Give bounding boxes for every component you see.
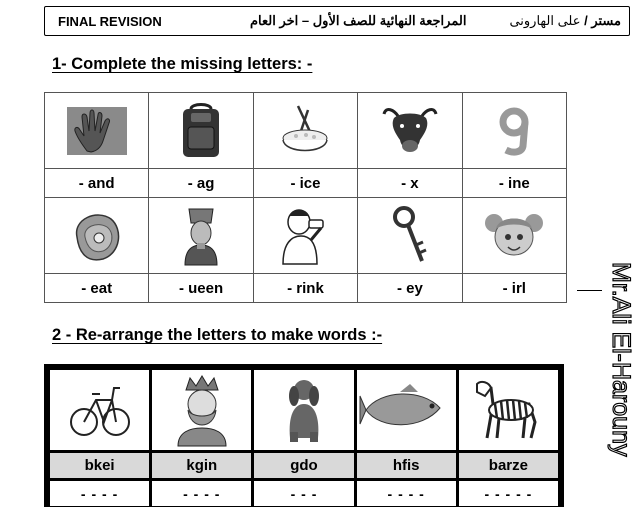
girl-cell (462, 198, 566, 274)
word-and: - and (45, 169, 149, 198)
dog-cell (254, 370, 353, 450)
ox-icon (380, 104, 440, 158)
rearrange-grid (44, 364, 564, 507)
answer-blank-king[interactable]: - - - - (152, 481, 251, 506)
answer-blank-zebra[interactable]: - - - - - (459, 481, 558, 506)
dog-icon (276, 376, 332, 444)
word-rink: - rink (253, 274, 357, 303)
scrambled-fish: hfis (357, 453, 456, 478)
word-irl: - irl (462, 274, 566, 303)
key-icon (390, 205, 430, 267)
bike-cell (50, 370, 149, 450)
scrambled-king: kgin (152, 453, 251, 478)
meat-icon (67, 207, 127, 265)
word-ueen: - ueen (149, 274, 253, 303)
answer-blank-bike[interactable]: - - - - (50, 481, 149, 506)
bag-cell (149, 93, 253, 169)
king-icon (172, 374, 232, 446)
rice-cell (253, 93, 357, 169)
watermark: Mr.Ali El-Harouny (607, 262, 635, 457)
word-eat: - eat (45, 274, 149, 303)
bike-icon (68, 380, 132, 440)
boy-drinking-icon (275, 206, 335, 266)
scrambled-bike: bkei (50, 453, 149, 478)
hand-icon (67, 107, 127, 155)
nine-icon (496, 106, 532, 156)
section2-title: 2 - Re-arrange the letters to make words :- (52, 326, 383, 344)
scrambled-dog: gdo (254, 453, 353, 478)
rice-bowl-icon (278, 102, 332, 160)
boy-cell (253, 198, 357, 274)
word-x: - x (358, 169, 462, 198)
section1-title: 1- Complete the missing letters: - (52, 55, 313, 73)
fish-icon (360, 384, 452, 436)
zebra-icon (471, 378, 545, 442)
queen-icon (181, 205, 221, 267)
worksheet-header (44, 6, 630, 36)
ox-cell (358, 93, 462, 169)
girl-icon (484, 207, 544, 265)
word-ice: - ice (253, 169, 357, 198)
key-cell (358, 198, 462, 274)
word-ine: - ine (462, 169, 566, 198)
header-arabic-title: المراجعة النهائية للصف الأول – اخر العام (250, 13, 467, 28)
queen-cell (149, 198, 253, 274)
header-title: FINAL REVISION (58, 13, 162, 29)
nine-cell (462, 93, 566, 169)
scrambled-zebra: barze (459, 453, 558, 478)
zebra-cell (459, 370, 558, 450)
word-ag: - ag (149, 169, 253, 198)
king-cell (152, 370, 251, 450)
word-ey: - ey (358, 274, 462, 303)
bag-icon (177, 101, 225, 161)
divider-line (577, 290, 602, 291)
answer-blank-dog[interactable]: - - - (254, 481, 353, 506)
fish-cell (357, 370, 456, 450)
missing-letters-table (44, 92, 567, 303)
header-teacher: مستر / على الهارونى (509, 13, 621, 28)
answer-blank-fish[interactable]: - - - - (357, 481, 456, 506)
hand-cell (45, 93, 149, 169)
meat-cell (45, 198, 149, 274)
